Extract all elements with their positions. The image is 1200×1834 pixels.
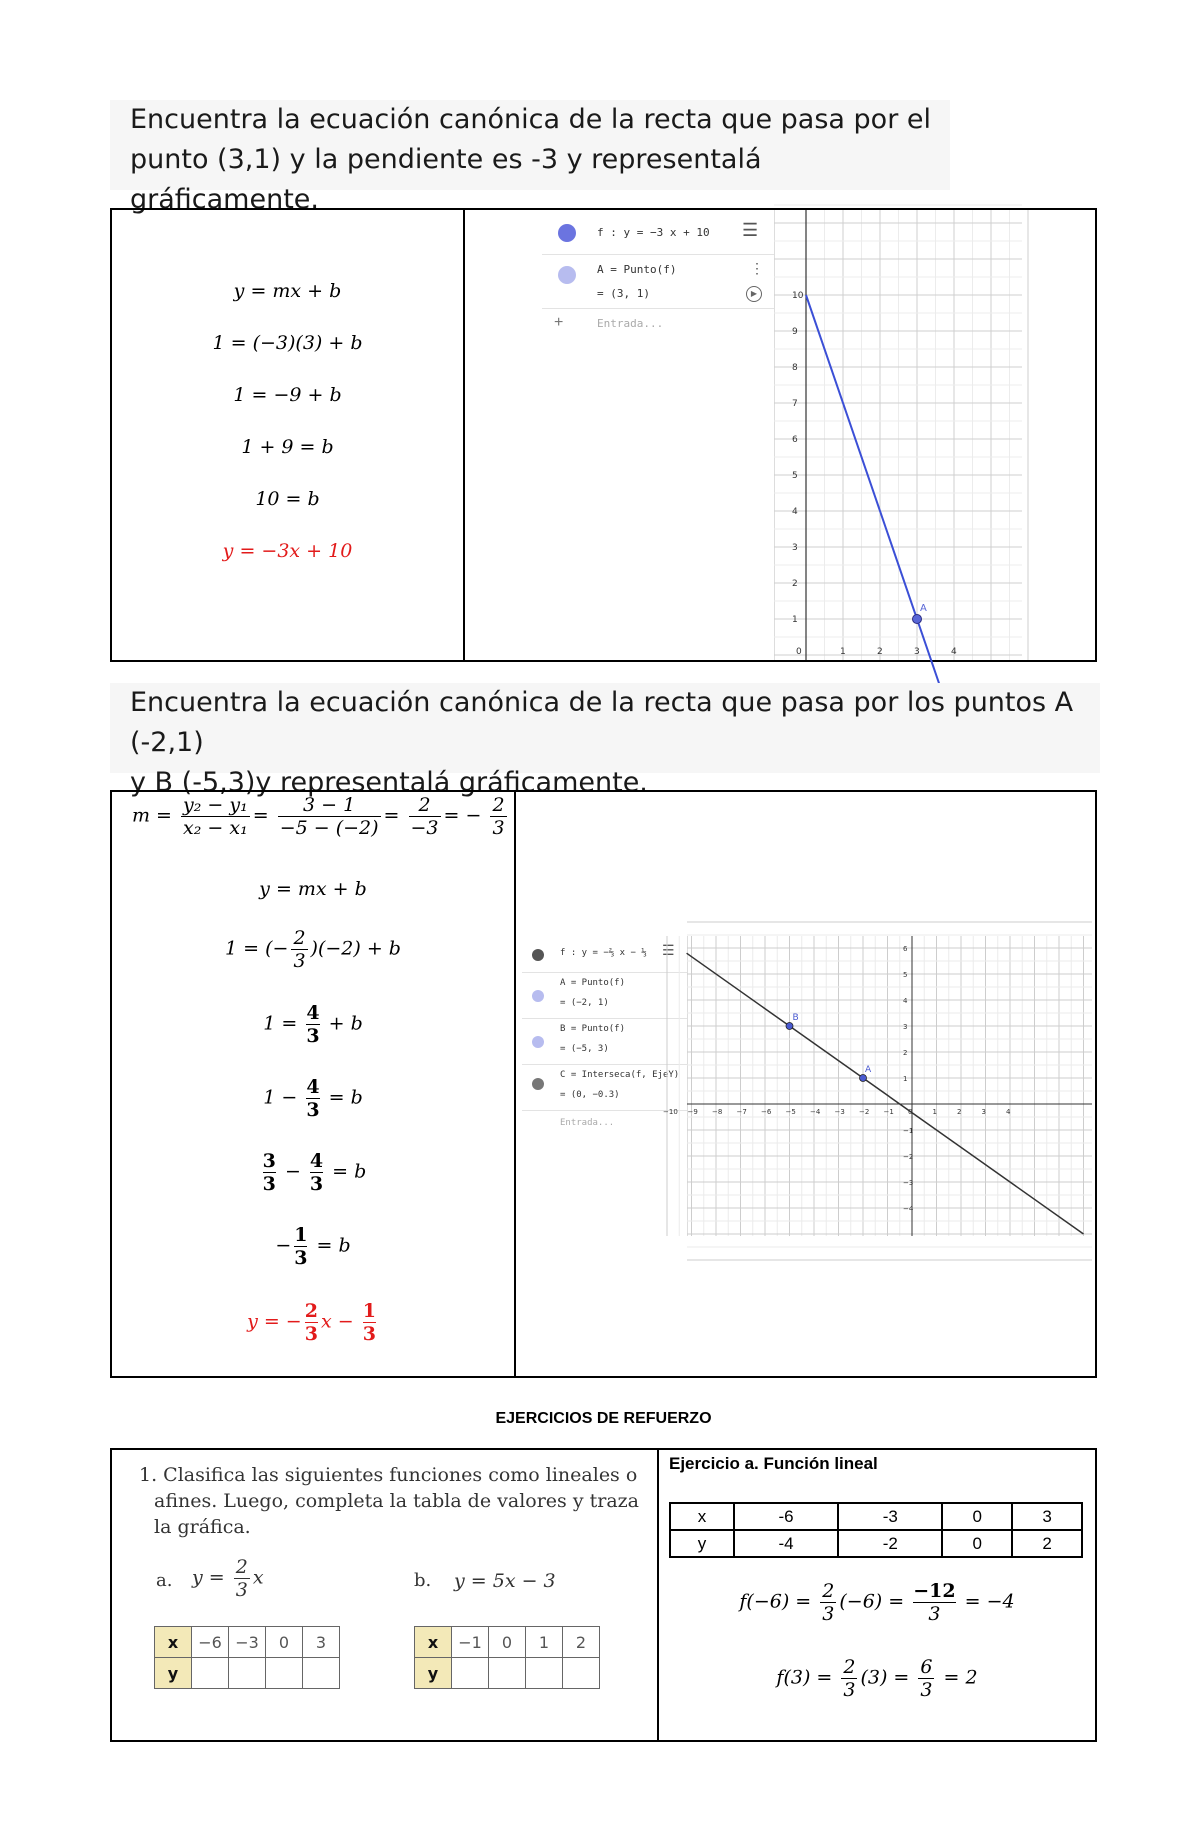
y-tick-label: 1 (792, 615, 798, 625)
scan-a-x3[interactable]: 3 (303, 1627, 340, 1658)
x-tick-label: −5 (785, 1108, 796, 1116)
x-tick-label: −1 (883, 1108, 894, 1116)
y-tick-label: 8 (792, 363, 798, 373)
slope-m: m = (132, 804, 172, 827)
visibility-dot-A[interactable] (558, 266, 576, 284)
algebra-row-f2[interactable]: f : y = −⅔ x − ⅓ (560, 948, 647, 958)
item-a-label: a. (156, 1570, 173, 1591)
eval1-rhs: = −4 (958, 1590, 1015, 1613)
algebra-row-A[interactable]: A = Punto(f) (597, 263, 677, 276)
visibility-dot-f[interactable] (558, 224, 576, 242)
scan-b-x3[interactable]: 2 (563, 1627, 600, 1658)
eval1-den1: 3 (822, 1603, 835, 1625)
algebra-input[interactable]: Entrada... (597, 317, 664, 330)
x-tick-label: 1 (840, 647, 846, 657)
p2-answer-num2: 1 (362, 1300, 376, 1322)
p2-step3-rhs: + b (322, 1012, 363, 1035)
eval2-num1: 2 (843, 1656, 856, 1678)
y-tick-label: 4 (903, 997, 908, 1005)
graphics-view-2[interactable] (663, 936, 1092, 1236)
scan-a-x1[interactable]: −3 (229, 1627, 266, 1658)
scanned-exercise (124, 1458, 649, 1736)
p1-step4: 1 + 9 = b (241, 436, 334, 458)
p2-step3-num: 4 (306, 1002, 320, 1024)
y-tick-label: 10 (792, 291, 804, 301)
eval1-mid: (−6) = (839, 1590, 911, 1613)
scan-text-line3: la gráfica. (154, 1516, 251, 1538)
p2-step3 (112, 1002, 514, 1047)
exercise-a-solution (659, 1450, 1095, 1740)
eval2-den1: 3 (843, 1679, 856, 1701)
x-tick-label: −6 (761, 1108, 772, 1116)
x-tick-label: 4 (1006, 1108, 1011, 1116)
problem2-solution (112, 792, 514, 1376)
algebra-row-B2-value: = (−5, 3) (560, 1044, 609, 1054)
y-tick-label: 7 (792, 399, 798, 409)
scan-b-y1[interactable] (489, 1658, 526, 1689)
p2-step5-den2: 3 (309, 1173, 324, 1195)
scan-b-y3[interactable] (563, 1658, 600, 1689)
p1-step1: y = mx + b (233, 280, 342, 302)
item-a-fn-den: 3 (235, 1579, 248, 1601)
p2-step3-den: 3 (306, 1025, 320, 1047)
slope-den3: −3 (410, 817, 439, 839)
y-tick-label: 4 (792, 507, 798, 517)
slope-num1: y₂ − y₁ (183, 794, 248, 816)
geogebra-panel-1 (542, 210, 1022, 660)
visibility-dot-A2[interactable] (532, 990, 544, 1002)
scan-b-x2[interactable]: 1 (526, 1627, 563, 1658)
p2-step5-num2: 4 (309, 1150, 324, 1172)
algebra-row-f[interactable]: f : y = −3 x + 10 (597, 226, 710, 239)
problem1-box (110, 208, 1097, 662)
p2-slope: m = $\frac{\text{y₂ − y₁}}{\text{x₂ − x₁}}$ = $\frac{3 - 1}{-5 - (-2)}$ = $\frac{2}{-3}$ = − $\frac{2}{3}$ (132, 794, 505, 839)
point-B2[interactable] (786, 1023, 793, 1030)
scan-a-y2[interactable] (266, 1658, 303, 1689)
x-tick-label: −2 (859, 1108, 870, 1116)
p2-answer (112, 1300, 514, 1345)
scan-b-x-label: x (415, 1627, 452, 1658)
algebra-row-C2[interactable]: C = Interseca(f, EjeY) (560, 1070, 680, 1080)
values-y-label: y (670, 1530, 734, 1557)
y-tick-label: 1 (903, 1075, 908, 1083)
problem2-box (110, 790, 1097, 1378)
problem1-heading (110, 100, 950, 215)
p1-step2: 1 = (−3)(3) + b (212, 332, 363, 354)
x-tick-label: −9 (687, 1108, 698, 1116)
geogebra-panel-2 (522, 936, 1092, 1236)
p2-step2-num: 2 (293, 927, 306, 949)
graphics-view-1[interactable] (774, 210, 1022, 660)
scan-a-x2[interactable]: 0 (266, 1627, 303, 1658)
x-tick-label: −8 (712, 1108, 723, 1116)
y-tick-label: 2 (903, 1049, 908, 1057)
p2-step6-num: 1 (294, 1224, 308, 1246)
problem2-heading-line2: y B (-5,3)y representalá gráficamente. (130, 767, 648, 798)
values-y1: -2 (838, 1530, 942, 1557)
p1-step5: 10 = b (255, 488, 320, 510)
algebra-view (542, 210, 775, 660)
refuerzo-title: EJERCICIOS DE REFUERZO (495, 1410, 712, 1427)
algebra-input-2[interactable]: Entrada... (560, 1118, 615, 1128)
p2-step5 (112, 1150, 514, 1195)
p2-step5-rhs: = b (326, 1160, 367, 1183)
exercise-title: Ejercicio a. Función lineal (669, 1454, 878, 1473)
x-tick-label: −4 (810, 1108, 821, 1116)
p2-answer-num1: 2 (304, 1300, 318, 1322)
x-tick-label: 3 (914, 647, 920, 657)
function-line-f2[interactable] (687, 953, 1084, 1234)
values-x2: 0 (942, 1503, 1012, 1530)
scan-a-y1[interactable] (229, 1658, 266, 1689)
p2-step2-lhs: 1 = (225, 937, 266, 960)
eval2-den2: 3 (920, 1679, 933, 1701)
scan-a-x0[interactable]: −6 (192, 1627, 229, 1658)
point-A2-label: A (865, 1065, 872, 1075)
p2-step4-lhs: 1 − (263, 1086, 304, 1109)
more-options-icon[interactable]: ⋮ (750, 260, 764, 276)
slope-den1: x₂ − x₁ (181, 816, 250, 839)
y-tick-label: 3 (903, 1023, 908, 1031)
values-x-label: x (670, 1503, 734, 1530)
p2-step6-lhs: − (275, 1234, 292, 1257)
scan-b-y-label: y (415, 1658, 452, 1689)
eval1-den2: 3 (913, 1602, 955, 1625)
p2-step4 (112, 1076, 514, 1121)
p2-step2-den: 3 (293, 950, 306, 972)
point-B2-label: B (792, 1013, 799, 1023)
p2-step5-num1: 3 (262, 1150, 276, 1172)
scan-b-x0[interactable]: −1 (452, 1627, 489, 1658)
p2-step2 (112, 927, 514, 972)
y-tick-label: 5 (792, 471, 798, 481)
slope-den2: −5 − (−2) (279, 817, 379, 839)
y-tick-label: 6 (903, 945, 908, 953)
x-tick-label: 0 (908, 1108, 913, 1116)
algebra-row-A2[interactable]: A = Punto(f) (560, 978, 626, 988)
item-a-fn-rhs: x (252, 1566, 264, 1589)
algebra-row-C2-value: = (0, −0.3) (560, 1090, 620, 1100)
visibility-dot-B2[interactable] (532, 1036, 544, 1048)
scan-a-y0[interactable] (192, 1658, 229, 1689)
problem2-heading (110, 683, 1100, 798)
algebra-view-2 (522, 936, 688, 1236)
algebra-menu-icon[interactable]: ☰ (742, 220, 759, 240)
y-tick-label: −4 (903, 1205, 914, 1213)
slope-num2: 3 − 1 (303, 794, 356, 816)
p2-answer-den2: 3 (362, 1323, 376, 1345)
refuerzo-box (110, 1448, 1097, 1742)
y-tick-label: 5 (903, 971, 908, 979)
visibility-dot-C2[interactable] (532, 1078, 544, 1090)
values-x1: -3 (838, 1503, 942, 1530)
y-tick-label: 6 (792, 435, 798, 445)
values-x0: -6 (734, 1503, 838, 1530)
p2-step6-rhs: = b (310, 1234, 351, 1257)
values-x3: 3 (1012, 1503, 1082, 1530)
function-line-f[interactable] (806, 295, 939, 684)
problem1-solution (112, 210, 463, 660)
eval2-lhs: f(3) = (776, 1666, 839, 1689)
eval1-lhs: f(−6) = (739, 1590, 818, 1613)
p2-step4-num: 4 (306, 1076, 320, 1098)
y-tick-label: −3 (903, 1179, 914, 1187)
x-tick-label: −7 (736, 1108, 747, 1116)
values-y0: -4 (734, 1530, 838, 1557)
item-b-fn: y = 5x − 3 (454, 1570, 556, 1592)
p2-step5-op: − (278, 1160, 307, 1183)
point-A[interactable] (913, 615, 922, 624)
problem1-heading-line2: punto (3,1) y la pendiente es -3 y representalá gráficamente. (130, 144, 762, 215)
eval1-num1: 2 (822, 1580, 835, 1602)
scan-table-a (154, 1626, 340, 1689)
p2-step2-rhs: )(−2) + b (310, 937, 401, 960)
item-a-fn (192, 1556, 264, 1601)
p2-answer-lhs: y = − (247, 1310, 302, 1333)
x-tick-label: −10 (663, 1108, 678, 1116)
p2-step4-den: 3 (306, 1099, 320, 1121)
eval-1 (659, 1580, 1095, 1625)
y-tick-label: 9 (792, 327, 798, 337)
scan-b-y0[interactable] (452, 1658, 489, 1689)
eval1-num2: −12 (913, 1580, 956, 1602)
visibility-dot-f2[interactable] (532, 949, 544, 961)
x-tick-label: 2 (957, 1108, 962, 1116)
p1-step3: 1 = −9 + b (233, 384, 342, 406)
eval2-rhs: = 2 (937, 1666, 978, 1689)
x-tick-label: 3 (981, 1108, 986, 1116)
add-input-icon[interactable]: + (554, 314, 564, 331)
eval2-mid: (3) = (860, 1666, 916, 1689)
problem2-heading-line1: Encuentra la ecuación canónica de la recta que pasa por los puntos A (-2,1) (130, 687, 1074, 758)
y-tick-label: 2 (792, 579, 798, 589)
x-tick-label: −3 (834, 1108, 845, 1116)
y-tick-label: 3 (792, 543, 798, 553)
eval2-num2: 6 (920, 1656, 933, 1678)
p2-answer-mid: x − (320, 1310, 360, 1333)
x-tick-label: 0 (796, 647, 802, 657)
p2-step6 (112, 1224, 514, 1269)
p2-step3-lhs: 1 = (263, 1012, 304, 1035)
p2-step6-den: 3 (294, 1247, 308, 1269)
slope-num3: 2 (418, 794, 431, 816)
point-A-label: A (920, 603, 927, 614)
p1-answer: y = −3x + 10 (222, 540, 353, 562)
x-tick-label: 4 (951, 647, 957, 657)
x-tick-label: 1 (932, 1108, 937, 1116)
y-tick-label: −1 (903, 1127, 914, 1135)
eval-2 (659, 1656, 1095, 1701)
scan-a-y3[interactable] (303, 1658, 340, 1689)
values-y3: 2 (1012, 1530, 1082, 1557)
algebra-row-A-value: = (3, 1) (597, 287, 650, 300)
p2-step1: y = mx + b (259, 878, 367, 900)
play-icon[interactable]: ▶ (746, 286, 762, 302)
p2-answer-den1: 3 (304, 1323, 318, 1345)
problem1-heading-line1: Encuentra la ecuación canónica de la recta que pasa por el (130, 104, 931, 135)
scan-table-b (414, 1626, 600, 1689)
scan-text-line1: 1. Clasifica las siguientes funciones como lineales o (139, 1464, 638, 1486)
item-a-fn-num: 2 (235, 1556, 248, 1578)
p2-step2-mid: (− (265, 937, 289, 960)
item-b-label: b. (414, 1570, 432, 1591)
slope-den4: 3 (492, 817, 505, 839)
values-table (669, 1502, 1083, 1558)
slope-num4: 2 (492, 794, 505, 816)
scan-a-x-label: x (155, 1627, 192, 1658)
y-tick-label: −2 (903, 1153, 914, 1161)
scan-b-y2[interactable] (526, 1658, 563, 1689)
p2-step5-den1: 3 (262, 1173, 276, 1195)
algebra-row-A2-value: = (−2, 1) (560, 998, 609, 1008)
item-a-fn-lhs: y = (192, 1566, 231, 1589)
point-A2[interactable] (860, 1075, 867, 1082)
scan-b-x1[interactable]: 0 (489, 1627, 526, 1658)
algebra-row-B2[interactable]: B = Punto(f) (560, 1024, 626, 1034)
x-tick-label: 2 (877, 647, 883, 657)
values-y2: 0 (942, 1530, 1012, 1557)
scan-a-y-label: y (155, 1658, 192, 1689)
algebra-menu-icon-2[interactable]: ☰ (662, 942, 675, 958)
p2-step4-rhs: = b (322, 1086, 363, 1109)
scan-text-line2: afines. Luego, completa la tabla de valores y traza (154, 1490, 639, 1512)
